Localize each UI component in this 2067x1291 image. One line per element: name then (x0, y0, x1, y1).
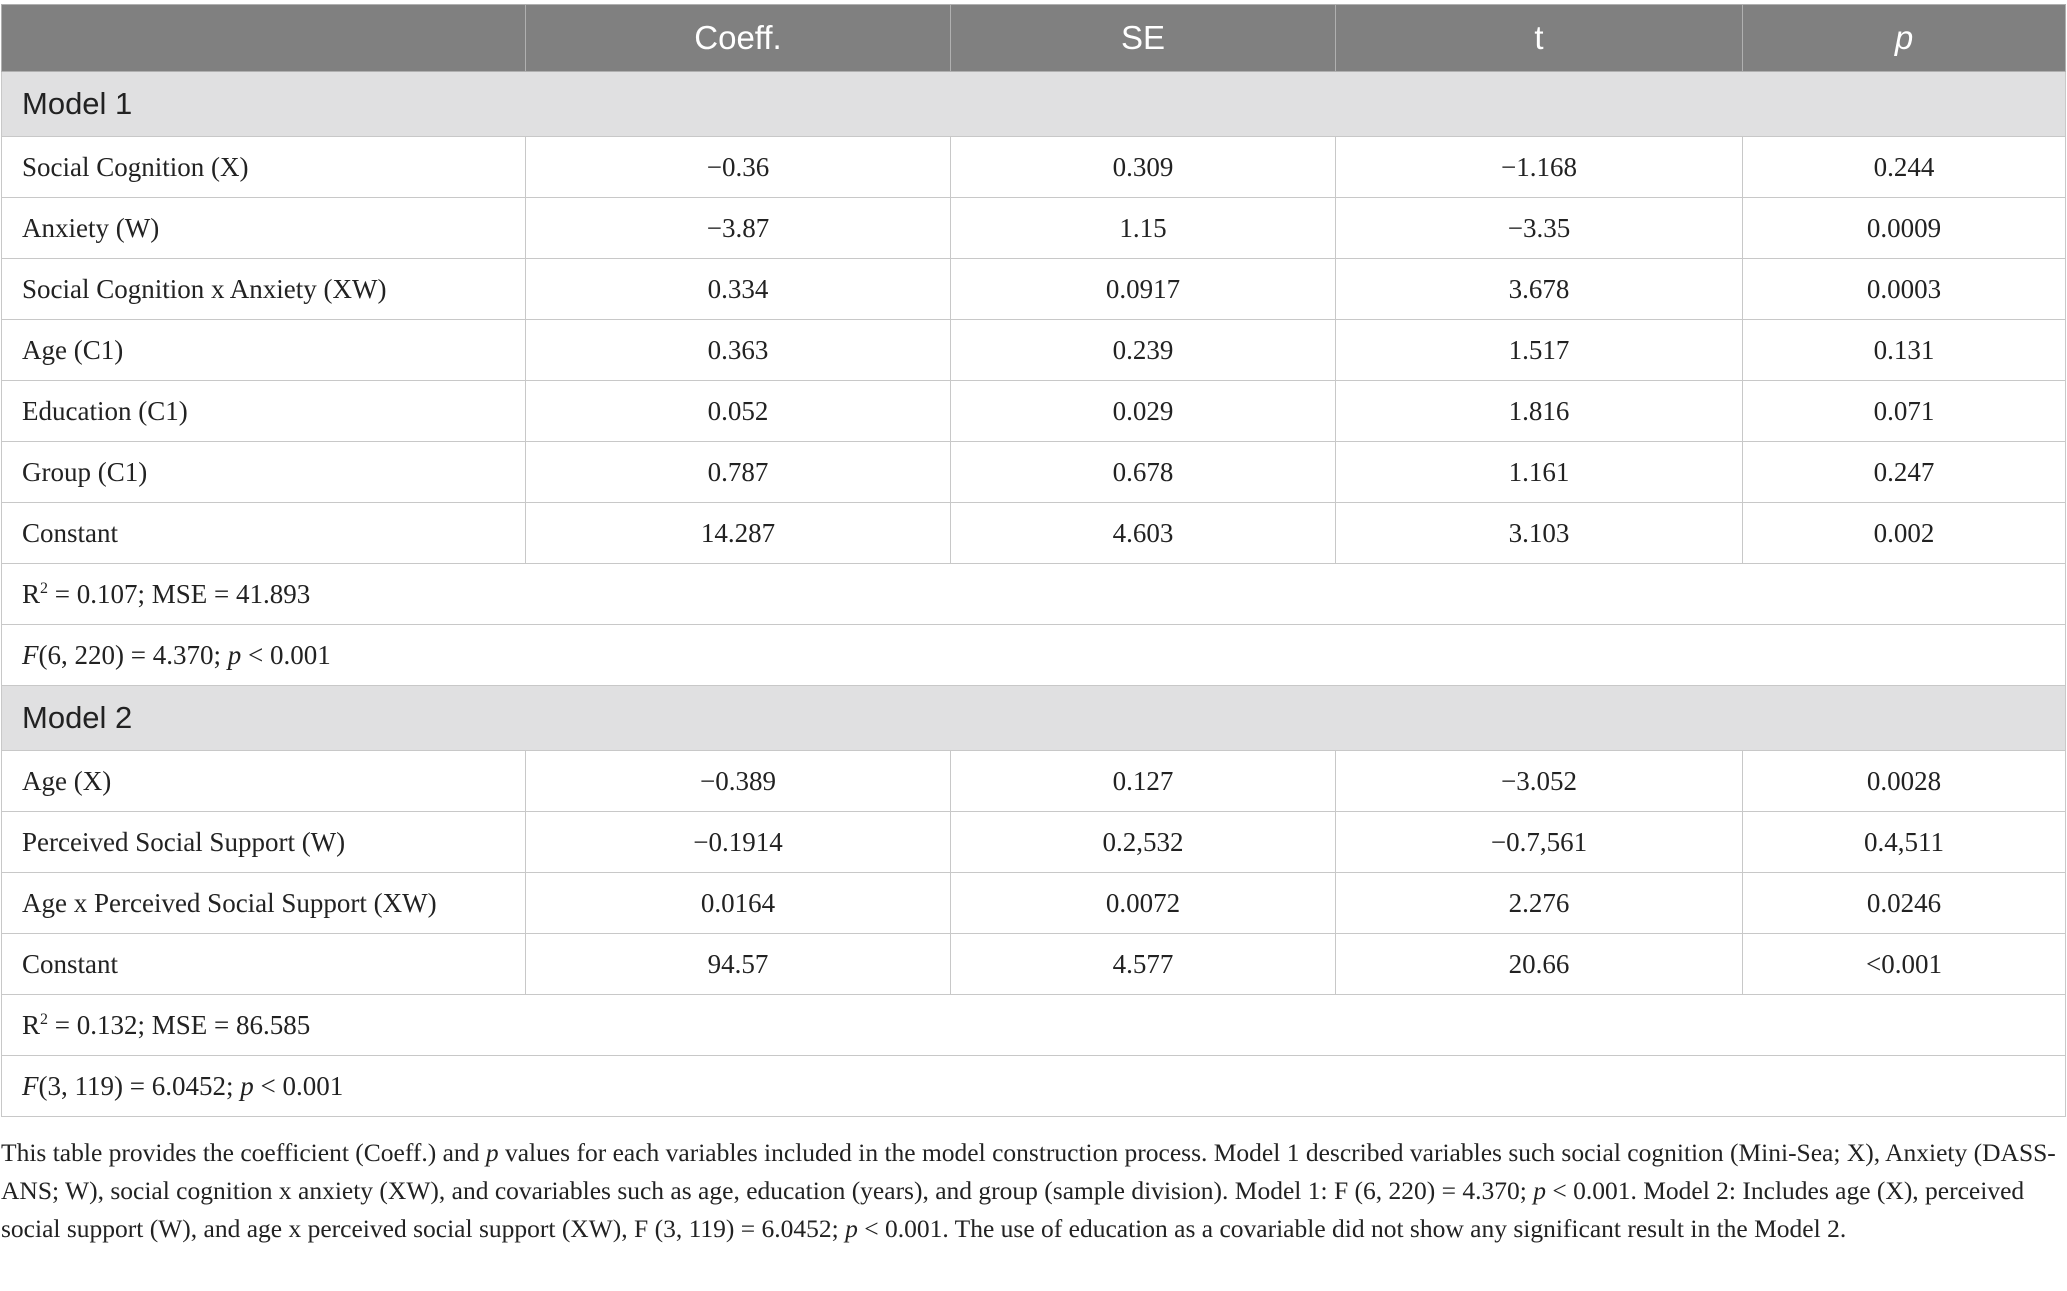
p-value: < 0.001 (253, 1070, 344, 1101)
p-cell: 0.0028 (1743, 751, 2066, 812)
f-value: (6, 220) = 4.370; (38, 639, 228, 670)
se-cell: 0.0072 (951, 873, 1336, 934)
se-cell: 0.127 (951, 751, 1336, 812)
t-cell: 1.816 (1336, 381, 1743, 442)
t-cell: 3.103 (1336, 503, 1743, 564)
f-label: F (22, 1070, 39, 1101)
header-se: SE (951, 5, 1336, 72)
t-cell: 20.66 (1336, 934, 1743, 995)
variable-cell: Social Cognition x Anxiety (XW) (2, 259, 526, 320)
p-cell: 0.131 (1743, 320, 2066, 381)
r2-value: = 0.107; MSE = 41.893 (48, 578, 311, 609)
se-cell: 0.029 (951, 381, 1336, 442)
coeff-cell: 0.363 (526, 320, 951, 381)
se-cell: 0.239 (951, 320, 1336, 381)
se-cell: 0.678 (951, 442, 1336, 503)
model-1-f (2, 625, 2066, 686)
table-row (2, 137, 2066, 198)
footnote-p-1: p (485, 1138, 499, 1167)
se-cell: 0.2,532 (951, 812, 1336, 873)
r2-value: = 0.132; MSE = 86.585 (48, 1009, 311, 1040)
p-label: p (227, 639, 242, 670)
variable-cell: Age (X) (2, 751, 526, 812)
model-2-r2 (2, 995, 2066, 1056)
model-1-r2-row (2, 564, 2066, 625)
coeff-cell: −3.87 (526, 198, 951, 259)
model-2-section-row (2, 686, 2066, 751)
t-cell: 1.517 (1336, 320, 1743, 381)
se-cell: 1.15 (951, 198, 1336, 259)
se-cell: 4.577 (951, 934, 1336, 995)
variable-cell: Age x Perceived Social Support (XW) (2, 873, 526, 934)
t-cell: 3.678 (1336, 259, 1743, 320)
header-coeff: Coeff. (526, 5, 951, 72)
variable-cell: Constant (2, 934, 526, 995)
coeff-cell: −0.36 (526, 137, 951, 198)
footnote-text-3: < 0.001. Model 2: Includes age (X), perceived social support (W), and age x perceived social support (XW), F (3, 119) = 6.0452; (1, 1176, 2025, 1243)
se-cell: 0.0917 (951, 259, 1336, 320)
coeff-cell: 94.57 (526, 934, 951, 995)
p-cell: 0.0246 (1743, 873, 2066, 934)
r2-superscript: 2 (40, 1010, 49, 1028)
f-label: F (22, 639, 39, 670)
table-row (2, 873, 2066, 934)
coeff-cell: 0.052 (526, 381, 951, 442)
model-1-section-row (2, 72, 2066, 137)
coeff-cell: 0.787 (526, 442, 951, 503)
variable-cell: Perceived Social Support (W) (2, 812, 526, 873)
header-t: t (1336, 5, 1743, 72)
table-header (2, 5, 2066, 72)
table-row (2, 751, 2066, 812)
footnote-p-3: p (845, 1214, 858, 1243)
table-row (2, 442, 2066, 503)
p-cell: 0.0009 (1743, 198, 2066, 259)
regression-table (1, 4, 2066, 1117)
t-cell: −1.168 (1336, 137, 1743, 198)
model-2-title: Model 2 (2, 686, 2066, 751)
variable-cell: Anxiety (W) (2, 198, 526, 259)
se-cell: 0.309 (951, 137, 1336, 198)
p-cell: 0.244 (1743, 137, 2066, 198)
coeff-cell: 14.287 (526, 503, 951, 564)
header-row (2, 5, 2066, 72)
model-2-f (2, 1056, 2066, 1117)
p-label: p (240, 1070, 254, 1101)
f-value: (3, 119) = 6.0452; (38, 1070, 241, 1101)
model-1-r2 (2, 564, 2066, 625)
p-cell: 0.002 (1743, 503, 2066, 564)
se-cell: 4.603 (951, 503, 1336, 564)
t-cell: −3.35 (1336, 198, 1743, 259)
variable-cell: Social Cognition (X) (2, 137, 526, 198)
table-body (2, 72, 2066, 1117)
footnote-text-2: values for each variables included in the model construction process. Model 1 described variables such social cognition (Mini-Sea; X), Anxiety (DASS-ANS; W), social cognition x anxiety (XW), and covariables such as age, education (years), and group (sample division). Model 1: F (6, 220) = 4.370; (1, 1138, 2056, 1205)
table-row (2, 381, 2066, 442)
coeff-cell: 0.0164 (526, 873, 951, 934)
table-row (2, 812, 2066, 873)
p-cell: <0.001 (1743, 934, 2066, 995)
coeff-cell: −0.389 (526, 751, 951, 812)
header-blank (2, 5, 526, 72)
table-row (2, 503, 2066, 564)
footnote-p-2: p (1533, 1176, 1546, 1205)
r2-label: R (22, 578, 41, 609)
p-cell: 0.0003 (1743, 259, 2066, 320)
table-row (2, 320, 2066, 381)
variable-cell: Education (C1) (2, 381, 526, 442)
r2-superscript: 2 (40, 579, 49, 597)
header-p: p (1743, 5, 2066, 72)
model-1-title: Model 1 (2, 72, 2066, 137)
variable-cell: Age (C1) (2, 320, 526, 381)
p-cell: 0.071 (1743, 381, 2066, 442)
table-row (2, 934, 2066, 995)
footnote-text-4: < 0.001. The use of education as a covariable did not show any significant result in the Model 2. (857, 1214, 1847, 1243)
model-2-r2-row (2, 995, 2066, 1056)
coeff-cell: 0.334 (526, 259, 951, 320)
table-row (2, 259, 2066, 320)
variable-cell: Group (C1) (2, 442, 526, 503)
table-row (2, 198, 2066, 259)
p-cell: 0.4,511 (1743, 812, 2066, 873)
t-cell: 2.276 (1336, 873, 1743, 934)
p-cell: 0.247 (1743, 442, 2066, 503)
model-1-f-row (2, 625, 2066, 686)
model-2-f-row (2, 1056, 2066, 1117)
t-cell: −3.052 (1336, 751, 1743, 812)
t-cell: 1.161 (1336, 442, 1743, 503)
t-cell: −0.7,561 (1336, 812, 1743, 873)
p-value: < 0.001 (241, 639, 331, 670)
variable-cell: Constant (2, 503, 526, 564)
r2-label: R (22, 1009, 41, 1040)
footnote-text-1: This table provides the coefficient (Coeff.) and (1, 1138, 486, 1167)
table-footnote (1, 1134, 2063, 1248)
coeff-cell: −0.1914 (526, 812, 951, 873)
